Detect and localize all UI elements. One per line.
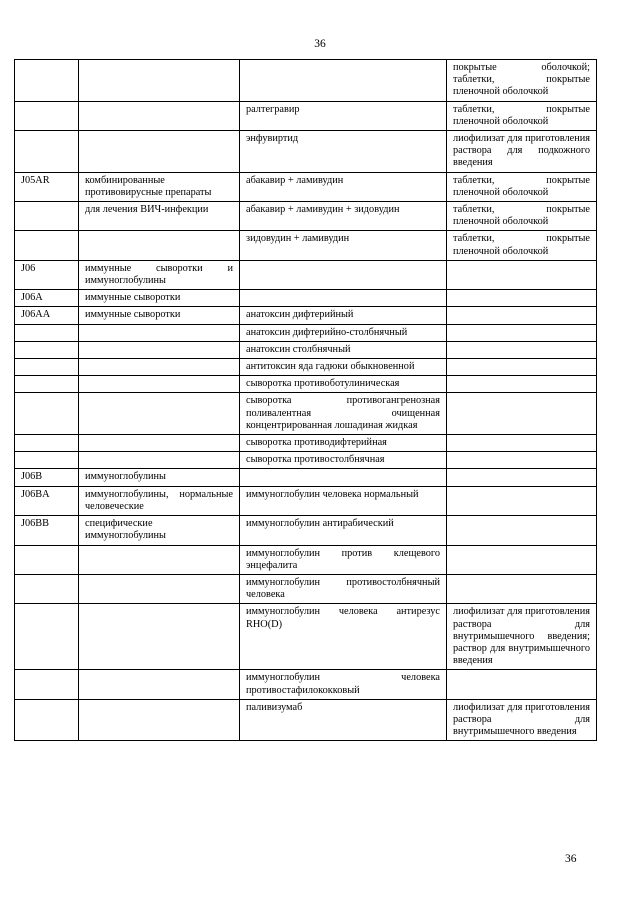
atc-group-cell: иммунные сыворотки и иммуноглобулины bbox=[79, 260, 240, 289]
dosage-form-cell bbox=[447, 435, 597, 452]
table-row bbox=[15, 231, 597, 260]
atc-code-cell bbox=[15, 131, 79, 173]
table-row bbox=[15, 60, 597, 102]
dosage-form-cell: таблетки, покрытые пленочной оболочкой bbox=[447, 172, 597, 201]
drug-name-cell bbox=[240, 60, 447, 102]
dosage-form-cell bbox=[447, 376, 597, 393]
dosage-form-cell bbox=[447, 670, 597, 699]
table-row bbox=[15, 670, 597, 699]
drug-name-cell: иммуноглобулин человека противостафилококковый bbox=[240, 670, 447, 699]
atc-code-cell: J06B bbox=[15, 469, 79, 486]
atc-code-cell: J06BB bbox=[15, 516, 79, 545]
page-number-bottom: 36 bbox=[565, 853, 577, 865]
table-row bbox=[15, 435, 597, 452]
atc-code-cell: J06 bbox=[15, 260, 79, 289]
drug-name-cell: сыворотка противодифтерийная bbox=[240, 435, 447, 452]
drug-table-body bbox=[15, 60, 597, 741]
dosage-form-cell: таблетки, покрытые пленочной оболочкой bbox=[447, 231, 597, 260]
dosage-form-cell: таблетки, покрытые пленочной оболочкой bbox=[447, 202, 597, 231]
drug-name-cell: антитоксин яда гадюки обыкновенной bbox=[240, 359, 447, 376]
atc-group-cell bbox=[79, 574, 240, 603]
atc-group-cell: для лечения ВИЧ-инфекции bbox=[79, 202, 240, 231]
table-row bbox=[15, 172, 597, 201]
dosage-form-cell: покрытые оболочкой; таблетки, покрытые пленочной оболочкой bbox=[447, 60, 597, 102]
atc-code-cell bbox=[15, 231, 79, 260]
atc-code-cell bbox=[15, 452, 79, 469]
drug-name-cell: энфувиртид bbox=[240, 131, 447, 173]
table-row bbox=[15, 101, 597, 130]
dosage-form-cell bbox=[447, 469, 597, 486]
table-row bbox=[15, 376, 597, 393]
atc-code-cell bbox=[15, 101, 79, 130]
dosage-form-cell bbox=[447, 574, 597, 603]
drug-name-cell: паливизумаб bbox=[240, 699, 447, 741]
table-row bbox=[15, 393, 597, 435]
table-row bbox=[15, 131, 597, 173]
atc-group-cell bbox=[79, 699, 240, 741]
atc-code-cell bbox=[15, 359, 79, 376]
dosage-form-cell bbox=[447, 307, 597, 324]
atc-group-cell: комбинированные противовирусные препараты bbox=[79, 172, 240, 201]
atc-group-cell bbox=[79, 452, 240, 469]
dosage-form-cell: лиофилизат для приготовления раствора для внутримышечного введения bbox=[447, 699, 597, 741]
drug-name-cell: иммуноглобулин человека нормальный bbox=[240, 486, 447, 515]
atc-group-cell bbox=[79, 545, 240, 574]
atc-group-cell bbox=[79, 341, 240, 358]
dosage-form-cell bbox=[447, 516, 597, 545]
table-row bbox=[15, 545, 597, 574]
drug-name-cell: сыворотка противогангренозная поливалентная очищенная концентрированная лошадиная жидкая bbox=[240, 393, 447, 435]
dosage-form-cell: лиофилизат для приготовления раствора для внутримышечного введения; раствор для внутримышечного введения bbox=[447, 604, 597, 670]
dosage-form-cell bbox=[447, 324, 597, 341]
atc-code-cell bbox=[15, 670, 79, 699]
dosage-form-cell bbox=[447, 545, 597, 574]
dosage-form-cell bbox=[447, 260, 597, 289]
dosage-form-cell bbox=[447, 452, 597, 469]
atc-code-cell: J05AR bbox=[15, 172, 79, 201]
table-row bbox=[15, 307, 597, 324]
page-number-top: 36 bbox=[314, 38, 326, 50]
dosage-form-cell bbox=[447, 486, 597, 515]
drug-name-cell: абакавир + ламивудин bbox=[240, 172, 447, 201]
dosage-form-cell: лиофилизат для приготовления раствора для подкожного введения bbox=[447, 131, 597, 173]
drug-name-cell: сыворотка противоботулиническая bbox=[240, 376, 447, 393]
drug-table bbox=[14, 59, 597, 741]
atc-group-cell: иммунные сыворотки bbox=[79, 290, 240, 307]
dosage-form-cell bbox=[447, 290, 597, 307]
atc-group-cell bbox=[79, 131, 240, 173]
atc-code-cell bbox=[15, 376, 79, 393]
table-row bbox=[15, 452, 597, 469]
atc-group-cell bbox=[79, 231, 240, 260]
table-row bbox=[15, 324, 597, 341]
drug-name-cell: анатоксин дифтерийно-столбнячный bbox=[240, 324, 447, 341]
table-row bbox=[15, 604, 597, 670]
atc-group-cell bbox=[79, 376, 240, 393]
table-row bbox=[15, 202, 597, 231]
table-row bbox=[15, 341, 597, 358]
atc-group-cell: иммуноглобулины, нормальные человеческие bbox=[79, 486, 240, 515]
drug-name-cell: иммуноглобулин антирабический bbox=[240, 516, 447, 545]
atc-code-cell bbox=[15, 435, 79, 452]
table-row bbox=[15, 516, 597, 545]
dosage-form-cell bbox=[447, 359, 597, 376]
atc-code-cell bbox=[15, 699, 79, 741]
table-row bbox=[15, 574, 597, 603]
dosage-form-cell: таблетки, покрытые пленочной оболочкой bbox=[447, 101, 597, 130]
atc-group-cell bbox=[79, 604, 240, 670]
atc-code-cell bbox=[15, 574, 79, 603]
atc-group-cell bbox=[79, 359, 240, 376]
drug-name-cell: сыворотка противостолбнячная bbox=[240, 452, 447, 469]
drug-name-cell bbox=[240, 290, 447, 307]
atc-group-cell bbox=[79, 60, 240, 102]
table-row bbox=[15, 290, 597, 307]
atc-group-cell bbox=[79, 324, 240, 341]
drug-name-cell bbox=[240, 469, 447, 486]
drug-name-cell: абакавир + ламивудин + зидовудин bbox=[240, 202, 447, 231]
atc-code-cell bbox=[15, 202, 79, 231]
atc-code-cell bbox=[15, 324, 79, 341]
table-row bbox=[15, 260, 597, 289]
drug-name-cell: анатоксин дифтерийный bbox=[240, 307, 447, 324]
dosage-form-cell bbox=[447, 341, 597, 358]
atc-code-cell bbox=[15, 393, 79, 435]
atc-code-cell: J06AA bbox=[15, 307, 79, 324]
atc-code-cell bbox=[15, 604, 79, 670]
drug-name-cell: зидовудин + ламивудин bbox=[240, 231, 447, 260]
table-row bbox=[15, 486, 597, 515]
atc-group-cell bbox=[79, 670, 240, 699]
atc-code-cell: J06BA bbox=[15, 486, 79, 515]
atc-group-cell bbox=[79, 101, 240, 130]
atc-group-cell bbox=[79, 435, 240, 452]
dosage-form-cell bbox=[447, 393, 597, 435]
atc-group-cell: иммуноглобулины bbox=[79, 469, 240, 486]
atc-code-cell bbox=[15, 60, 79, 102]
drug-name-cell: иммуноглобулин человека антирезус RHO(D) bbox=[240, 604, 447, 670]
drug-name-cell: иммуноглобулин против клещевого энцефалита bbox=[240, 545, 447, 574]
atc-group-cell: иммунные сыворотки bbox=[79, 307, 240, 324]
drug-name-cell: анатоксин столбнячный bbox=[240, 341, 447, 358]
drug-name-cell: ралтегравир bbox=[240, 101, 447, 130]
atc-code-cell: J06A bbox=[15, 290, 79, 307]
atc-code-cell bbox=[15, 341, 79, 358]
table-row bbox=[15, 699, 597, 741]
atc-group-cell bbox=[79, 393, 240, 435]
drug-name-cell: иммуноглобулин противостолбнячный человека bbox=[240, 574, 447, 603]
table-row bbox=[15, 469, 597, 486]
atc-code-cell bbox=[15, 545, 79, 574]
table-row bbox=[15, 359, 597, 376]
atc-group-cell: специфические иммуноглобулины bbox=[79, 516, 240, 545]
drug-name-cell bbox=[240, 260, 447, 289]
